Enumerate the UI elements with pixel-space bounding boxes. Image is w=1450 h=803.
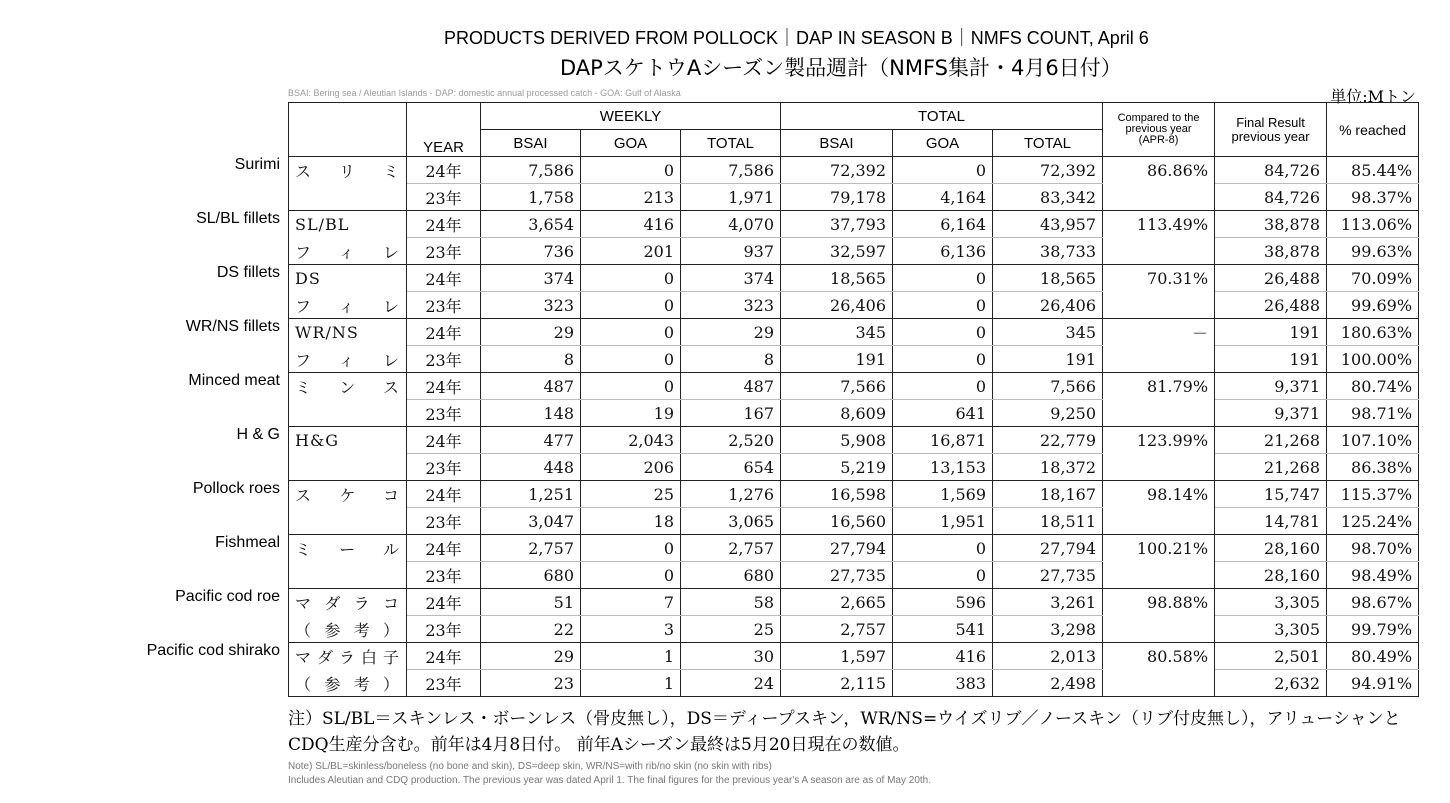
cell-weekly-total: 374: [681, 265, 781, 292]
cell-weekly-goa: 201: [581, 238, 681, 265]
cell-weekly-goa: 0: [581, 292, 681, 319]
cell-compared: －: [1103, 319, 1215, 346]
cell-year: 24年: [407, 589, 481, 616]
cell-final-result: 84,726: [1215, 157, 1327, 184]
cell-year: 24年: [407, 535, 481, 562]
table-row: [289, 535, 1419, 562]
product-jp-name-line2: [289, 562, 407, 589]
header-weekly-total: TOTAL: [681, 130, 781, 157]
cell-weekly-bsai: 323: [481, 292, 581, 319]
cell-compared: [1103, 238, 1215, 265]
cell-final-result: 84,726: [1215, 184, 1327, 211]
cell-final-result: 3,305: [1215, 616, 1327, 643]
cell-total-bsai: 16,560: [781, 508, 893, 535]
cell-compared: 98.14%: [1103, 481, 1215, 508]
table-row: [289, 427, 1419, 454]
cell-total-bsai: 26,406: [781, 292, 893, 319]
cell-total-goa: 13,153: [893, 454, 993, 481]
cell-final-result: 28,160: [1215, 535, 1327, 562]
cell-final-result: 26,488: [1215, 265, 1327, 292]
row-label-en: H & G: [236, 426, 280, 443]
row-label-en: Surimi: [234, 156, 280, 173]
cell-weekly-goa: 0: [581, 265, 681, 292]
cell-weekly-bsai: 23: [481, 670, 581, 697]
cell-percent-reached: 113.06%: [1327, 211, 1419, 238]
cell-total-bsai: 2,115: [781, 670, 893, 697]
cell-compared: 98.88%: [1103, 589, 1215, 616]
cell-weekly-total: 29: [681, 319, 781, 346]
cell-compared: 113.49%: [1103, 211, 1215, 238]
header-total-goa: GOA: [893, 130, 993, 157]
cell-total-bsai: 32,597: [781, 238, 893, 265]
cell-weekly-goa: 206: [581, 454, 681, 481]
table-row: [289, 481, 1419, 508]
cell-weekly-goa: 213: [581, 184, 681, 211]
cell-weekly-goa: 1: [581, 643, 681, 670]
product-jp-name-line2: （参考）: [289, 616, 407, 643]
product-jp-name: マダラ白子: [289, 643, 407, 670]
cell-total-total: 345: [993, 319, 1103, 346]
product-jp-name: ミンス: [289, 373, 407, 400]
cell-weekly-bsai: 2,757: [481, 535, 581, 562]
cell-total-total: 22,779: [993, 427, 1103, 454]
cell-total-total: 191: [993, 346, 1103, 373]
table-row: [289, 346, 1419, 373]
cell-weekly-bsai: 736: [481, 238, 581, 265]
product-jp-name-line2: フィレ: [289, 238, 407, 265]
product-jp-name-line2: [289, 454, 407, 481]
cell-percent-reached: 70.09%: [1327, 265, 1419, 292]
cell-compared: [1103, 346, 1215, 373]
product-jp-name-line2: （参考）: [289, 670, 407, 697]
cell-total-total: 3,261: [993, 589, 1103, 616]
row-label-en: Pacific cod roe: [175, 588, 280, 605]
cell-weekly-goa: 2,043: [581, 427, 681, 454]
header-weekly-goa: GOA: [581, 130, 681, 157]
note-english-line-2: Includes Aleutian and CDQ production. The previous year was dated April 1. The final figures for the previous year's A season are as of May 20th.: [288, 775, 932, 786]
header-percent-reached: % reached: [1327, 103, 1419, 157]
cell-weekly-total: 24: [681, 670, 781, 697]
row-label-en: Pollock roes: [192, 480, 280, 497]
cell-weekly-total: 487: [681, 373, 781, 400]
cell-percent-reached: 180.63%: [1327, 319, 1419, 346]
cell-weekly-total: 937: [681, 238, 781, 265]
product-jp-name: マダラコ: [289, 589, 407, 616]
cell-compared: [1103, 454, 1215, 481]
cell-total-bsai: 27,794: [781, 535, 893, 562]
product-jp-name: H&G: [289, 427, 407, 454]
cell-percent-reached: 98.70%: [1327, 535, 1419, 562]
cell-total-total: 43,957: [993, 211, 1103, 238]
cell-final-result: 9,371: [1215, 373, 1327, 400]
cell-total-bsai: 345: [781, 319, 893, 346]
header-final-result: Final Result previous year: [1215, 103, 1327, 157]
cell-total-goa: 0: [893, 373, 993, 400]
cell-total-bsai: 79,178: [781, 184, 893, 211]
cell-weekly-total: 3,065: [681, 508, 781, 535]
cell-weekly-bsai: 477: [481, 427, 581, 454]
cell-compared: 70.31%: [1103, 265, 1215, 292]
cell-year: 24年: [407, 211, 481, 238]
cell-final-result: 28,160: [1215, 562, 1327, 589]
cell-total-goa: 541: [893, 616, 993, 643]
cell-total-total: 18,372: [993, 454, 1103, 481]
cell-total-bsai: 72,392: [781, 157, 893, 184]
cell-weekly-total: 1,971: [681, 184, 781, 211]
header-total-bsai: BSAI: [781, 130, 893, 157]
cell-total-goa: 0: [893, 562, 993, 589]
cell-weekly-goa: 416: [581, 211, 681, 238]
cell-total-goa: 0: [893, 292, 993, 319]
cell-year: 24年: [407, 427, 481, 454]
cell-total-total: 18,511: [993, 508, 1103, 535]
cell-weekly-bsai: 1,251: [481, 481, 581, 508]
cell-total-goa: 0: [893, 157, 993, 184]
cell-total-bsai: 8,609: [781, 400, 893, 427]
cell-total-goa: 1,569: [893, 481, 993, 508]
product-jp-name-line2: [289, 400, 407, 427]
cell-percent-reached: 80.49%: [1327, 643, 1419, 670]
table-row: [289, 400, 1419, 427]
cell-total-goa: 6,164: [893, 211, 993, 238]
cell-weekly-total: 4,070: [681, 211, 781, 238]
cell-compared: [1103, 508, 1215, 535]
cell-final-result: 26,488: [1215, 292, 1327, 319]
cell-total-total: 9,250: [993, 400, 1103, 427]
cell-total-bsai: 37,793: [781, 211, 893, 238]
cell-year: 24年: [407, 157, 481, 184]
note-japanese: 注）SL/BL＝スキンレス・ボーンレス（骨皮無し），DS＝ディープスキン，WR/NS=ウイズリブ／ノースキン（リブ付皮無し），アリューシャンとCDQ生産分含む。前年は4月8日付。 前年Aシーズン最終は5月20日現在の数値。: [288, 709, 1401, 755]
cell-weekly-total: 2,520: [681, 427, 781, 454]
product-jp-name: SL/BL: [289, 211, 407, 238]
cell-percent-reached: 86.38%: [1327, 454, 1419, 481]
cell-total-bsai: 5,908: [781, 427, 893, 454]
product-jp-name-line2: [289, 184, 407, 211]
cell-year: 23年: [407, 346, 481, 373]
product-jp-name: DS: [289, 265, 407, 292]
cell-final-result: 2,501: [1215, 643, 1327, 670]
cell-weekly-total: 7,586: [681, 157, 781, 184]
cell-total-total: 3,298: [993, 616, 1103, 643]
cell-weekly-goa: 0: [581, 562, 681, 589]
row-label-en: DS fillets: [216, 264, 280, 281]
header-year: YEAR: [407, 103, 481, 157]
cell-compared: 80.58%: [1103, 643, 1215, 670]
cell-year: 24年: [407, 373, 481, 400]
cell-total-total: 72,392: [993, 157, 1103, 184]
header-product: [289, 103, 407, 157]
row-label-en: Pacific cod shirako: [146, 642, 280, 659]
cell-weekly-bsai: 29: [481, 319, 581, 346]
cell-year: 23年: [407, 562, 481, 589]
cell-percent-reached: 98.49%: [1327, 562, 1419, 589]
cell-total-total: 2,013: [993, 643, 1103, 670]
unit-label: 単位:Mトン: [1330, 87, 1416, 106]
header-total-total: TOTAL: [993, 130, 1103, 157]
cell-percent-reached: 107.10%: [1327, 427, 1419, 454]
table-row: [289, 292, 1419, 319]
table-row: [289, 643, 1419, 670]
header-compared: Compared to the previous year (APR-8): [1103, 103, 1215, 157]
cell-total-bsai: 5,219: [781, 454, 893, 481]
cell-compared: [1103, 562, 1215, 589]
cell-weekly-total: 1,276: [681, 481, 781, 508]
table-row: [289, 670, 1419, 697]
cell-weekly-goa: 1: [581, 670, 681, 697]
cell-weekly-bsai: 148: [481, 400, 581, 427]
cell-weekly-total: 58: [681, 589, 781, 616]
table-row: [289, 211, 1419, 238]
product-jp-name-line2: [289, 508, 407, 535]
table-row: [289, 616, 1419, 643]
table-row: [289, 184, 1419, 211]
cell-compared: 100.21%: [1103, 535, 1215, 562]
cell-compared: 81.79%: [1103, 373, 1215, 400]
cell-weekly-bsai: 29: [481, 643, 581, 670]
header-weekly-bsai: BSAI: [481, 130, 581, 157]
product-jp-name-line2: フィレ: [289, 346, 407, 373]
cell-weekly-goa: 25: [581, 481, 681, 508]
row-label-en: Minced meat: [188, 372, 280, 389]
product-jp-name: スケコ: [289, 481, 407, 508]
cell-total-total: 27,794: [993, 535, 1103, 562]
cell-total-goa: 0: [893, 319, 993, 346]
cell-compared: [1103, 184, 1215, 211]
abbreviation-legend: BSAI: Bering sea / Aleutian Islands - DAP: domestic annual processed catch - GOA: Gulf of Alaska: [288, 88, 681, 98]
cell-total-goa: 416: [893, 643, 993, 670]
cell-weekly-goa: 3: [581, 616, 681, 643]
cell-total-total: 26,406: [993, 292, 1103, 319]
cell-total-bsai: 1,597: [781, 643, 893, 670]
cell-percent-reached: 99.79%: [1327, 616, 1419, 643]
table-row: [289, 589, 1419, 616]
cell-weekly-goa: 0: [581, 319, 681, 346]
cell-weekly-total: 654: [681, 454, 781, 481]
cell-compared: [1103, 400, 1215, 427]
cell-total-goa: 0: [893, 346, 993, 373]
cell-total-total: 18,565: [993, 265, 1103, 292]
cell-weekly-total: 30: [681, 643, 781, 670]
cell-total-goa: 16,871: [893, 427, 993, 454]
cell-weekly-bsai: 487: [481, 373, 581, 400]
cell-year: 24年: [407, 481, 481, 508]
cell-weekly-goa: 7: [581, 589, 681, 616]
cell-total-goa: 0: [893, 535, 993, 562]
cell-total-goa: 1,951: [893, 508, 993, 535]
row-label-en: WR/NS fillets: [185, 318, 280, 335]
cell-final-result: 9,371: [1215, 400, 1327, 427]
cell-percent-reached: 98.67%: [1327, 589, 1419, 616]
cell-total-bsai: 16,598: [781, 481, 893, 508]
cell-weekly-bsai: 680: [481, 562, 581, 589]
cell-weekly-bsai: 22: [481, 616, 581, 643]
cell-total-total: 83,342: [993, 184, 1103, 211]
cell-year: 24年: [407, 319, 481, 346]
cell-percent-reached: 115.37%: [1327, 481, 1419, 508]
cell-total-goa: 383: [893, 670, 993, 697]
table-row: [289, 508, 1419, 535]
cell-weekly-total: 323: [681, 292, 781, 319]
cell-percent-reached: 99.63%: [1327, 238, 1419, 265]
cell-total-goa: 6,136: [893, 238, 993, 265]
cell-year: 23年: [407, 454, 481, 481]
cell-percent-reached: 125.24%: [1327, 508, 1419, 535]
cell-year: 23年: [407, 670, 481, 697]
cell-weekly-total: 25: [681, 616, 781, 643]
cell-total-bsai: 7,566: [781, 373, 893, 400]
cell-weekly-bsai: 7,586: [481, 157, 581, 184]
cell-total-goa: 4,164: [893, 184, 993, 211]
cell-weekly-bsai: 51: [481, 589, 581, 616]
cell-final-result: 21,268: [1215, 427, 1327, 454]
table-row: [289, 238, 1419, 265]
cell-percent-reached: 85.44%: [1327, 157, 1419, 184]
table-row: [289, 319, 1419, 346]
cell-total-bsai: 2,757: [781, 616, 893, 643]
cell-weekly-goa: 0: [581, 535, 681, 562]
cell-weekly-bsai: 1,758: [481, 184, 581, 211]
cell-year: 23年: [407, 400, 481, 427]
cell-weekly-total: 680: [681, 562, 781, 589]
cell-percent-reached: 80.74%: [1327, 373, 1419, 400]
cell-year: 23年: [407, 184, 481, 211]
cell-total-total: 18,167: [993, 481, 1103, 508]
cell-total-bsai: 27,735: [781, 562, 893, 589]
cell-weekly-bsai: 374: [481, 265, 581, 292]
cell-total-total: 2,498: [993, 670, 1103, 697]
cell-final-result: 14,781: [1215, 508, 1327, 535]
cell-year: 23年: [407, 616, 481, 643]
table-row: [289, 454, 1419, 481]
cell-percent-reached: 98.37%: [1327, 184, 1419, 211]
cell-final-result: 3,305: [1215, 589, 1327, 616]
cell-weekly-goa: 0: [581, 346, 681, 373]
cell-weekly-bsai: 448: [481, 454, 581, 481]
cell-weekly-bsai: 3,047: [481, 508, 581, 535]
table-row: [289, 157, 1419, 184]
cell-compared: [1103, 616, 1215, 643]
cell-final-result: 191: [1215, 319, 1327, 346]
row-label-en: Fishmeal: [215, 534, 280, 551]
cell-total-goa: 641: [893, 400, 993, 427]
cell-weekly-bsai: 8: [481, 346, 581, 373]
header-weekly: WEEKLY: [481, 103, 781, 130]
cell-total-bsai: 18,565: [781, 265, 893, 292]
cell-final-result: 191: [1215, 346, 1327, 373]
cell-compared: [1103, 292, 1215, 319]
table-row: [289, 373, 1419, 400]
cell-final-result: 38,878: [1215, 238, 1327, 265]
cell-weekly-total: 8: [681, 346, 781, 373]
note-english: [288, 760, 931, 788]
table-body: [289, 157, 1419, 697]
cell-final-result: 15,747: [1215, 481, 1327, 508]
cell-compared: 123.99%: [1103, 427, 1215, 454]
cell-total-total: 38,733: [993, 238, 1103, 265]
product-jp-name: ミール: [289, 535, 407, 562]
cell-percent-reached: 94.91%: [1327, 670, 1419, 697]
header-total: TOTAL: [781, 103, 1103, 130]
note-english-line-1: Note) SL/BL=skinless/boneless (no bone and skin), DS=deep skin, WR/NS=with rib/no skin (no skin with ribs): [288, 761, 772, 772]
table-row: [289, 265, 1419, 292]
cell-percent-reached: 100.00%: [1327, 346, 1419, 373]
cell-weekly-goa: 18: [581, 508, 681, 535]
row-label-en: SL/BL fillets: [196, 210, 280, 227]
cell-weekly-goa: 19: [581, 400, 681, 427]
cell-final-result: 2,632: [1215, 670, 1327, 697]
page-title-en: PRODUCTS DERIVED FROM POLLOCK｜DAP IN SEASON B｜NMFS COUNT, April 6: [444, 28, 1149, 48]
cell-final-result: 38,878: [1215, 211, 1327, 238]
cell-total-total: 7,566: [993, 373, 1103, 400]
cell-percent-reached: 99.69%: [1327, 292, 1419, 319]
cell-total-bsai: 191: [781, 346, 893, 373]
page-title-jp: DAPスケトウAシーズン製品週計（NMFS集計・4月6日付）: [560, 56, 1122, 80]
production-table: [288, 102, 1419, 697]
cell-percent-reached: 98.71%: [1327, 400, 1419, 427]
cell-year: 23年: [407, 238, 481, 265]
cell-total-goa: 0: [893, 265, 993, 292]
product-jp-name: WR/NS: [289, 319, 407, 346]
cell-weekly-goa: 0: [581, 373, 681, 400]
table-row: [289, 562, 1419, 589]
cell-total-goa: 596: [893, 589, 993, 616]
cell-compared: 86.86%: [1103, 157, 1215, 184]
cell-year: 24年: [407, 643, 481, 670]
product-jp-name: スリミ: [289, 157, 407, 184]
cell-weekly-goa: 0: [581, 157, 681, 184]
cell-year: 23年: [407, 292, 481, 319]
product-jp-name-line2: フィレ: [289, 292, 407, 319]
cell-total-total: 27,735: [993, 562, 1103, 589]
cell-total-bsai: 2,665: [781, 589, 893, 616]
cell-weekly-total: 2,757: [681, 535, 781, 562]
cell-weekly-total: 167: [681, 400, 781, 427]
cell-weekly-bsai: 3,654: [481, 211, 581, 238]
cell-compared: [1103, 670, 1215, 697]
cell-year: 24年: [407, 265, 481, 292]
cell-final-result: 21,268: [1215, 454, 1327, 481]
cell-year: 23年: [407, 508, 481, 535]
